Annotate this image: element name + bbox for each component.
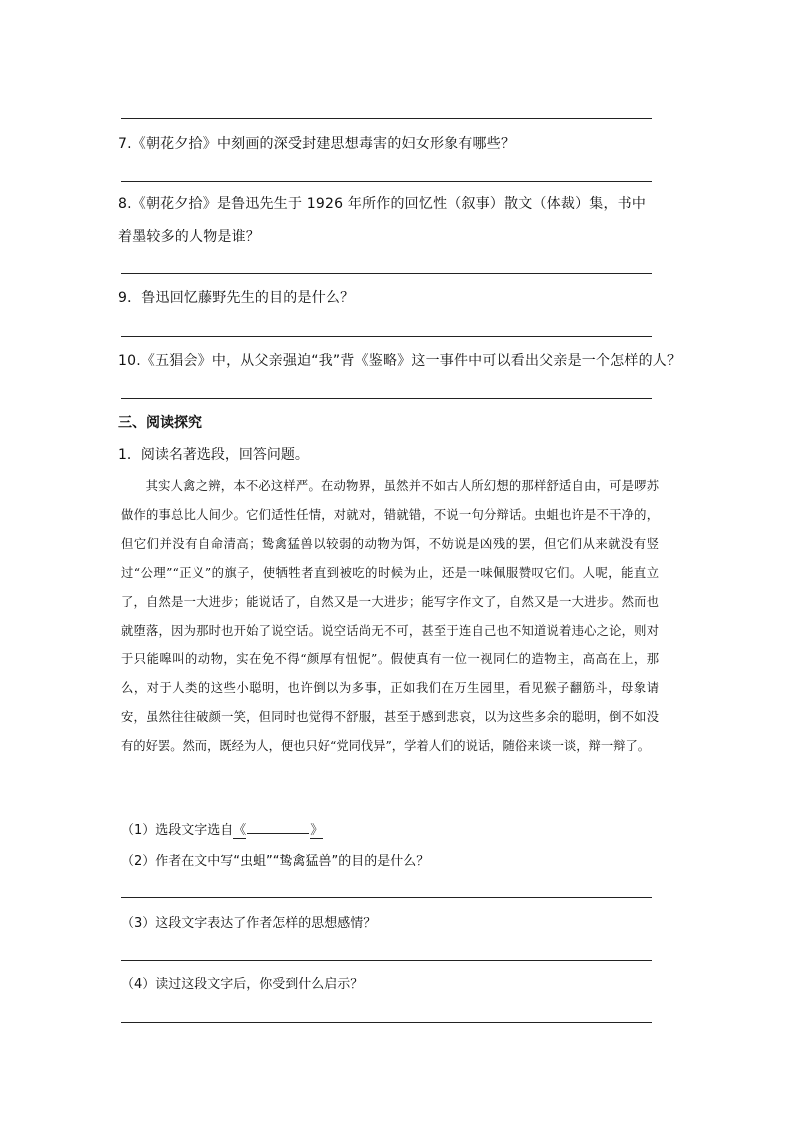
- book-title-blank[interactable]: [247, 819, 309, 834]
- question-9: 9．鲁迅回忆藤野先生的目的是什么？: [118, 290, 355, 306]
- section-title: 三、阅读探究: [118, 415, 202, 431]
- answer-line[interactable]: [121, 181, 652, 182]
- answer-line[interactable]: [121, 273, 652, 274]
- sub-question-4: （4）读过这段文字后，你受到什么启示？: [121, 977, 364, 992]
- sub-question-3: （3）这段文字表达了作者怎样的思想感情？: [121, 916, 377, 931]
- answer-line[interactable]: [121, 960, 652, 961]
- question-8: 8.《朝花夕拾》是鲁迅先生于 1926 年所作的回忆性（叙事）散文（体裁）集，书中着墨较多的人物是谁？: [118, 196, 647, 245]
- question-10: 10.《五猖会》中，从父亲强迫“我”背《鉴略》这一事件中可以看出父亲是一个怎样的人？: [118, 353, 682, 369]
- book-title-open: 《: [233, 823, 247, 838]
- reading-passage: 其实人禽之辨，本不必这样严。在动物界，虽然并不如古人所幻想的那样舒适自由，可是啰苏做作的事总比人间少。它们适性任情，对就对，错就错，不说一句分辩话。虫蛆也许是不干净的，但它们并没有自命清高；鸷禽猛兽以较弱的动物为饵，不妨说是凶残的罢，但它们从来就没有竖过“公理”“正义”的旗子，使牺牲者直到被吃的时候为止，还是一味佩服赞叹它们。人呢，能直立了，自然是一大进步；能说话了，自然又是一大进步；能写字作文了，自然又是一大进步。然而也就堕落，因为那时也开始了说空话。说空话尚无不可，甚至于连自己也不知道说着违心之论，则对于只能嗥叫的动物，实在免不得“颜厚有忸怩”。假使真有一位一视同仁的造物主，高高在上，那么，对于人类的这些小聪明，也许倒以为多事，正如我们在万生园里，看见猴子翻筋斗，母象请安，虽然往往破颜一笑，但同时也觉得不舒服，甚至于感到悲哀，以为这些多余的聪明，倒不如没有的好罢。然而，既经为人，便也只好“党同伐异”，学着人们的说话，随俗来谈一谈，辩一辩了。: [121, 479, 659, 754]
- reading-question-intro: 1．阅读名著选段，回答问题。: [118, 447, 309, 463]
- book-title-close: 》: [310, 823, 324, 838]
- answer-line[interactable]: [121, 398, 652, 399]
- sub-question-2: （2）作者在文中写“虫蛆”“鸷禽猛兽”的目的是什么？: [121, 854, 430, 869]
- answer-line[interactable]: [121, 1022, 652, 1023]
- answer-line[interactable]: [121, 897, 652, 898]
- sub-question-1-text: （1）选段文字选自: [121, 823, 234, 838]
- sub-question-1: [121, 819, 323, 842]
- question-7: 7.《朝花夕拾》中刻画的深受封建思想毒害的妇女形象有哪些？: [118, 136, 516, 152]
- answer-line[interactable]: [121, 118, 652, 119]
- answer-line[interactable]: [121, 336, 652, 337]
